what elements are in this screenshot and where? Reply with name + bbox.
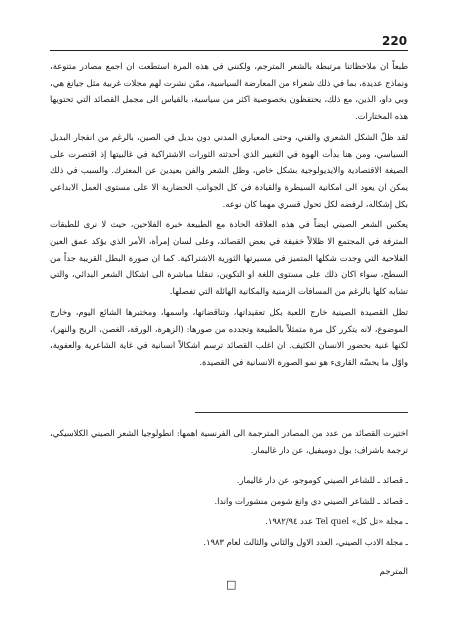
paragraph: طبعاً ان ملاحظاتنا مرتبطة بالشعر المترجم، ولكنني في هذه المرة استطعت ان اجمع مصادر متنوعة، ونماذج عديدة، بما في ذلك شعراء من المعارضة السياسية، ممّن نشرت لهم مجلات غربية مثل جيانغ هي، وبي داو، الذين، مع ذلك، يحتفظون بخصوصية اكثر من سياسية، بالقياس الى مجمل القصائد التي تحتويها هذه المختارات. bbox=[50, 61, 408, 122]
source-item: ـ قصائد ـ للشاعر الصيني دي وانغ شومن منشورات واندا. bbox=[214, 495, 408, 506]
end-mark: □ bbox=[226, 578, 237, 591]
source-item: ـ مجلة الادب الصيني، العدد الاول والثاني والثالث لعام ١٩٨٣. bbox=[203, 536, 408, 547]
paragraph: تظل القصيدة الصينية خارج اللعبة بكل تعقيداتها، وتناقضاتها، واسمها، ومختبرها الشائع اليوم، وخارج الموضوع، لانه يتكرر كل مرة متمثلاً بالطبيعة وتجدده من صورها: (الزهرة، الورقة، الغصن، الريح والنهر)، لكنها غنية بحضور الانسان الكثيف. ان اغلب القصائد ترسم اشكالاً انسانية في غاية الشاعرية والعفوية، واوّل ما يحسّه القارىء هو نمو الصورة الانسانية في القصيدة. bbox=[50, 306, 408, 367]
sources-list bbox=[50, 472, 408, 550]
body-text bbox=[50, 58, 408, 375]
header-rule bbox=[50, 50, 408, 51]
page-number: 220 bbox=[382, 34, 408, 48]
paragraph: لقد ظلّ الشكل الشعري والفني، وحتى المعياري المدني دون بديل في الصين، بالرغم من انفجار البديل السياسي، ومن هنا بدأت الهوة في التغيير الذي أحدثته الثورات الاشتراكية في غالبيتها إذ اقتصرت على الصيغة الاقتصادية والايديولوجية بشكل خاص، وظل الشعر والفن بعيدين عن المعترك. والسبب في ذلك يمكن ان يعود الى امكانية السيطرة والقيادة في كل الجوانب الحضارية الا على مستوى العمل الابداعي بكل إشكاله، لرفضه لكل تحول قسري مهما كان نوعه. bbox=[50, 131, 408, 209]
footnotes bbox=[50, 425, 408, 581]
footnote-rule bbox=[195, 412, 408, 413]
source-item: ـ مجلة «تل كل» Tel quel عدد ١٩٨٢/٩٤. bbox=[265, 516, 408, 526]
source-item: ـ قصائد ـ للشاعر الصيني كوموجو، عن دار غاليمار. bbox=[236, 475, 408, 485]
footnote-intro: اختيرت القصائد من عدد من المصادر المترجمة الى الفرنسية اهمها: انطولوجيا الشعر الصيني الكلاسيكي، ترجمة باشراف: بول دوميفيل، عن دار غاليمار. bbox=[50, 428, 408, 455]
translator-label: المترجم bbox=[379, 567, 408, 577]
paragraph: يعكس الشعر الصيني ايضاً في هذه العلاقة الحادة مع الطبيعة خبرة الفلاحين، حيث لا نرى للطبقات المترفة في المجتمع الا ظلالاً خفيفة في بعض القصائد، وعلى لسان إمرأة، الأمر الذي يؤكد عمق العين الفلاحية التي وجدت شكلها المتميز في مسيرتها الثورية الاشتراكية. كما ان صورة البطل القريبة جداً من السطح، سواء اكان ذلك على مستوى اللغة او التكوين، تنقلنا مباشرة الى اشكال الشعر البدائي، والتي تشابه كلها بالرغم من المسافات الزمنية والمكانية الهائلة التي تفصلها. bbox=[50, 219, 408, 297]
